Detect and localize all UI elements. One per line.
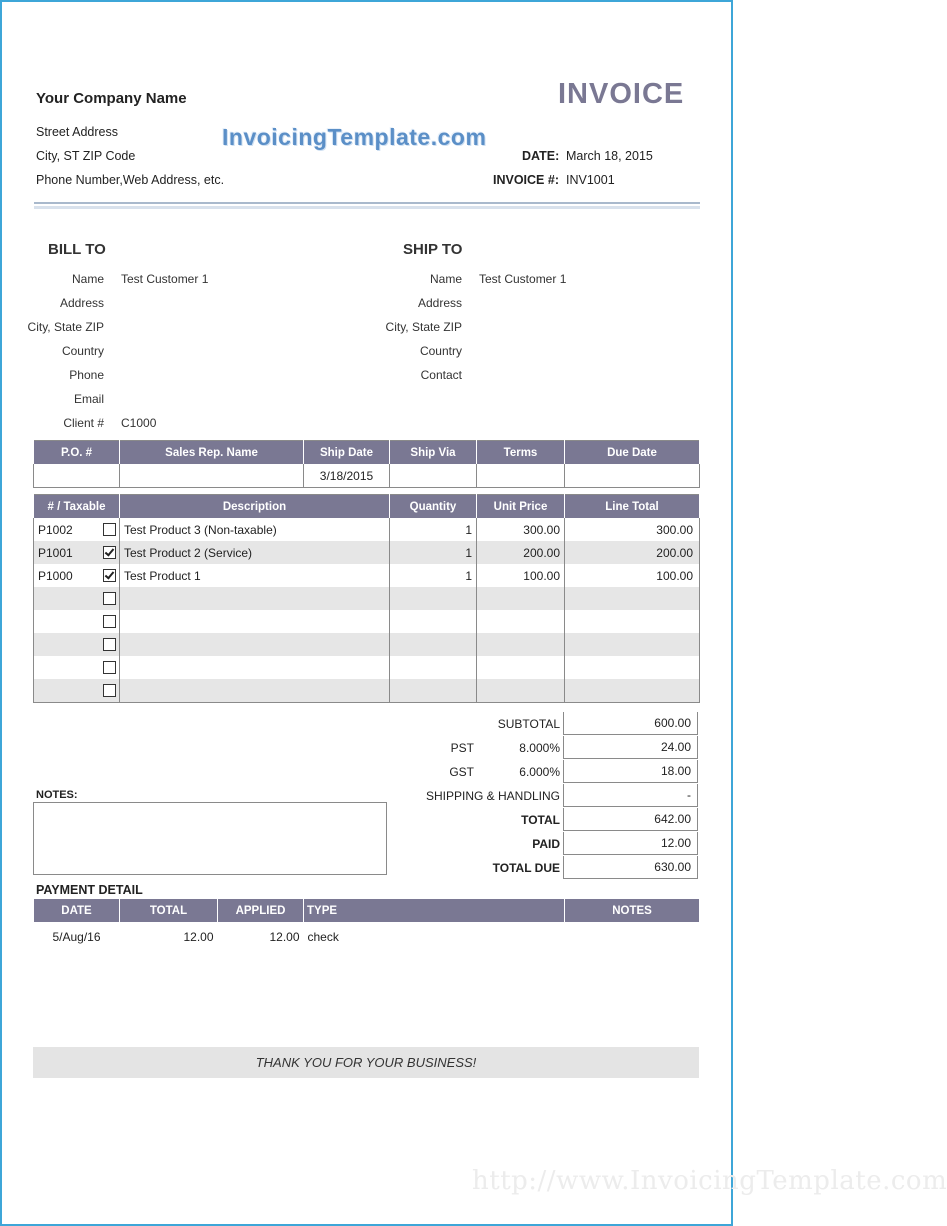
- order-value-cell[interactable]: [565, 464, 700, 488]
- payment-notes[interactable]: [565, 922, 700, 952]
- table-row: [34, 679, 700, 703]
- ship-to-field-label: Name: [429, 272, 462, 286]
- item-unit-price[interactable]: [477, 610, 565, 633]
- table-row: [34, 610, 700, 633]
- bill-to-field-value: Test Customer 1: [121, 272, 209, 286]
- item-quantity[interactable]: [390, 633, 477, 656]
- order-values-row: [34, 464, 700, 488]
- ship-to-field-label: Address: [417, 296, 462, 310]
- items-header-cell: Description: [120, 495, 390, 519]
- item-description[interactable]: Test Product 1: [120, 564, 390, 587]
- item-quantity[interactable]: 1: [390, 564, 477, 587]
- ship-to-field-value: Test Customer 1: [479, 272, 567, 286]
- item-description[interactable]: [120, 679, 390, 703]
- items-header-cell: Quantity: [390, 495, 477, 519]
- totals-paid-label: PAID: [532, 837, 560, 851]
- item-code-cell[interactable]: [34, 656, 120, 679]
- totals-shipping-label: SHIPPING & HANDLING: [425, 789, 560, 803]
- payment-applied[interactable]: 12.00: [269, 930, 300, 944]
- payment-body: [34, 922, 700, 952]
- logo: InvoicingTemplate.com: [222, 124, 487, 150]
- ship-to-field-label: Contact: [420, 368, 462, 382]
- ship-to-field-label: Country: [419, 344, 462, 358]
- thank-you-banner: THANK YOU FOR YOUR BUSINESS!: [33, 1047, 699, 1078]
- item-line-total[interactable]: [565, 633, 700, 656]
- order-header-cell: Sales Rep. Name: [120, 441, 304, 465]
- order-header-cell: Terms: [477, 441, 565, 465]
- order-header-cell: Due Date: [565, 441, 700, 465]
- item-code: P1001: [38, 545, 73, 560]
- taxable-checkbox[interactable]: [103, 615, 116, 628]
- header-divider-shadow: [34, 206, 700, 209]
- order-header-cell: Ship Via: [390, 441, 477, 465]
- totals-gst-rate: 6.000%: [519, 765, 560, 779]
- bill-to-field-label: Phone: [69, 368, 104, 382]
- order-value-cell[interactable]: [390, 464, 477, 488]
- order-header-row: [34, 441, 700, 465]
- order-value-cell[interactable]: [477, 464, 565, 488]
- table-row: [34, 564, 700, 587]
- totals-total-label: TOTAL: [521, 813, 560, 827]
- table-row: [34, 518, 700, 541]
- totals-gst-value: 18.00: [563, 760, 698, 783]
- invoice-title: INVOICE: [558, 78, 685, 110]
- taxable-checkbox[interactable]: [103, 661, 116, 674]
- totals-pst-value: 24.00: [563, 736, 698, 759]
- invoice-number-value: INV1001: [566, 173, 615, 187]
- item-code-cell[interactable]: [34, 564, 120, 587]
- totals-total-due-label: TOTAL DUE: [492, 861, 560, 875]
- order-value-cell[interactable]: 3/18/2015: [304, 464, 390, 488]
- item-quantity[interactable]: [390, 656, 477, 679]
- item-code-cell[interactable]: [34, 610, 120, 633]
- bill-to-field-label: Address: [59, 296, 104, 310]
- item-quantity[interactable]: 1: [390, 518, 477, 541]
- item-line-total[interactable]: [565, 587, 700, 610]
- bill-to-field-label: Country: [61, 344, 104, 358]
- payment-header-cell: TOTAL: [120, 899, 218, 922]
- item-line-total[interactable]: [565, 610, 700, 633]
- item-unit-price[interactable]: 200.00: [477, 541, 565, 564]
- notes-box[interactable]: [33, 802, 387, 875]
- item-code-cell[interactable]: [34, 633, 120, 656]
- item-code-cell[interactable]: [34, 679, 120, 703]
- payment-header-cell: NOTES: [565, 899, 700, 922]
- taxable-checkbox[interactable]: [103, 569, 116, 582]
- items-header-cell: Line Total: [565, 495, 700, 519]
- item-line-total[interactable]: [565, 656, 700, 679]
- item-line-total[interactable]: [565, 679, 700, 703]
- bill-to-field-label: Client #: [63, 416, 104, 430]
- company-city: City, ST ZIP Code: [36, 149, 136, 163]
- bill-to-field-value: C1000: [121, 416, 157, 430]
- taxable-checkbox[interactable]: [103, 546, 116, 559]
- item-code: P1002: [38, 522, 73, 537]
- item-quantity[interactable]: [390, 679, 477, 703]
- company-contact: Phone Number,Web Address, etc.: [36, 173, 225, 187]
- item-description[interactable]: Test Product 2 (Service): [120, 541, 390, 564]
- payment-date[interactable]: 5/Aug/16: [52, 930, 101, 944]
- date-label: DATE:: [522, 149, 560, 163]
- bill-to-heading: BILL TO: [48, 241, 106, 258]
- order-value-cell[interactable]: [120, 464, 304, 488]
- item-unit-price[interactable]: 300.00: [477, 518, 565, 541]
- item-description[interactable]: [120, 633, 390, 656]
- item-line-total[interactable]: 100.00: [565, 564, 700, 587]
- item-unit-price[interactable]: [477, 633, 565, 656]
- item-description[interactable]: [120, 656, 390, 679]
- header-divider: [34, 202, 700, 204]
- taxable-checkbox[interactable]: [103, 592, 116, 605]
- items-header-cell: # / Taxable: [34, 495, 120, 519]
- taxable-checkbox[interactable]: [103, 638, 116, 651]
- item-description[interactable]: [120, 610, 390, 633]
- items-header-cell: Unit Price: [477, 495, 565, 519]
- item-code-cell[interactable]: [34, 518, 120, 541]
- order-value-cell[interactable]: [34, 464, 120, 488]
- totals-pst-label: PST: [450, 741, 474, 755]
- item-code-cell[interactable]: [34, 541, 120, 564]
- item-unit-price[interactable]: [477, 656, 565, 679]
- item-code-cell[interactable]: [34, 587, 120, 610]
- payment-table: [33, 899, 700, 952]
- item-unit-price[interactable]: [477, 679, 565, 703]
- totals-paid-value: 12.00: [563, 832, 698, 855]
- bill-to-field-label: Email: [73, 392, 104, 406]
- item-unit-price[interactable]: 100.00: [477, 564, 565, 587]
- payment-header-row: [34, 899, 700, 922]
- watermark: http://www.InvoicingTemplate.com: [472, 1166, 947, 1196]
- item-line-total[interactable]: 300.00: [565, 518, 700, 541]
- totals-shipping-value: -: [563, 784, 698, 807]
- order-header-cell: Ship Date: [304, 441, 390, 465]
- totals-subtotal-value: 600.00: [563, 712, 698, 735]
- item-quantity[interactable]: 1: [390, 541, 477, 564]
- bill-to-field-label: Name: [71, 272, 104, 286]
- totals-total-value: 642.00: [563, 808, 698, 831]
- bill-to-field-label: City, State ZIP: [27, 320, 104, 334]
- table-row: [34, 922, 700, 952]
- ship-to-field-label: City, State ZIP: [385, 320, 462, 334]
- payment-type[interactable]: check: [307, 930, 339, 944]
- table-row: [34, 541, 700, 564]
- table-row: [34, 656, 700, 679]
- item-quantity[interactable]: [390, 610, 477, 633]
- payment-total[interactable]: 12.00: [183, 930, 214, 944]
- item-description[interactable]: Test Product 3 (Non-taxable): [120, 518, 390, 541]
- taxable-checkbox[interactable]: [103, 684, 116, 697]
- date-value: March 18, 2015: [566, 149, 653, 163]
- items-header-row: [34, 495, 700, 519]
- totals-subtotal-label: SUBTOTAL: [497, 717, 560, 731]
- notes-label: NOTES:: [36, 789, 78, 801]
- item-description[interactable]: [120, 587, 390, 610]
- totals-pst-rate: 8.000%: [519, 741, 560, 755]
- totals-total-due-value: 630.00: [563, 856, 698, 879]
- order-header-cell: P.O. #: [34, 441, 120, 465]
- payment-detail-heading: PAYMENT DETAIL: [36, 883, 143, 897]
- payment-header-cell: TYPE: [304, 899, 565, 922]
- items-body: [34, 518, 700, 703]
- payment-header-cell: APPLIED: [218, 899, 304, 922]
- item-code: P1000: [38, 568, 73, 583]
- ship-to-heading: SHIP TO: [403, 241, 463, 258]
- company-street: Street Address: [36, 125, 118, 139]
- payment-header-cell: DATE: [34, 899, 120, 922]
- company-name: Your Company Name: [36, 90, 187, 107]
- item-unit-price[interactable]: [477, 587, 565, 610]
- order-info-table: [33, 440, 700, 488]
- table-row: [34, 587, 700, 610]
- table-row: [34, 633, 700, 656]
- item-line-total[interactable]: 200.00: [565, 541, 700, 564]
- invoice-number-label: INVOICE #:: [493, 173, 559, 187]
- totals-gst-label: GST: [449, 765, 474, 779]
- taxable-checkbox[interactable]: [103, 523, 116, 536]
- item-quantity[interactable]: [390, 587, 477, 610]
- items-table: [33, 494, 700, 703]
